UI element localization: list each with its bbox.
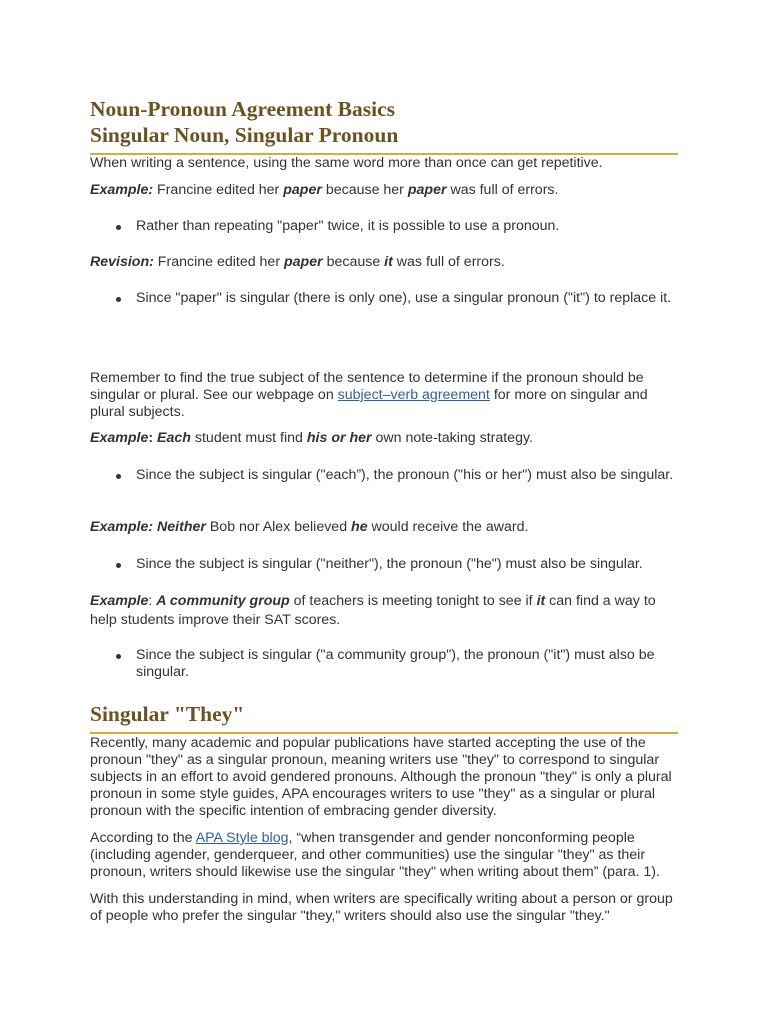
example-text: Francine edited her — [153, 254, 284, 270]
page-title — [90, 96, 690, 148]
bullet-icon — [116, 563, 121, 568]
example-text: Francine edited her — [153, 182, 284, 198]
example-text: was full of errors. — [446, 182, 559, 198]
example-text: student must find — [190, 430, 307, 446]
heading-rule-2 — [90, 732, 678, 734]
example-emphasis: paper — [283, 182, 322, 198]
example-2 — [90, 430, 680, 447]
list-item: Since "paper" is singular (there is only one), use a singular pronoun ("it") to replace it. — [136, 290, 672, 306]
paragraph-text: Remember to find the true subject of the sentence to determine if the pronoun should be singular or plural. See our webpage on — [90, 370, 644, 403]
subject-verb-agreement-link[interactable]: subject–verb agreement — [337, 387, 490, 403]
apa-style-blog-link[interactable]: APA Style blog — [195, 830, 289, 846]
revision-example — [90, 254, 680, 271]
example-3 — [90, 519, 680, 536]
paragraph-text: According to the — [90, 830, 196, 846]
example-emphasis: paper — [407, 182, 447, 198]
example-text: own note-taking strategy. — [371, 430, 533, 446]
example-colon: : — [148, 593, 157, 609]
revision-label: Revision: — [90, 254, 154, 270]
example-emphasis: A community group — [156, 593, 290, 609]
example-text: because her — [321, 182, 408, 198]
list-item: Since the subject is singular ("each”), the pronoun ("his or her") must also be singular. — [136, 467, 674, 483]
example-label: Example — [90, 593, 149, 609]
paragraph-3: With this understanding in mind, when writers are specifically writing about a person or group of people who prefer the singular "they," writers should also use the singular "they." — [90, 891, 673, 924]
example-text: Bob nor Alex believed — [205, 519, 352, 535]
title-line-2: Singular Noun, Singular Pronoun — [90, 123, 399, 147]
list-item: Since the subject is singular ("a community group"), the pronoun ("it") must also be singular. — [136, 647, 655, 680]
example-text: would receive the award. — [367, 519, 529, 535]
bullet-icon — [116, 225, 121, 230]
example-label: Example: — [90, 182, 154, 198]
title-line-1: Noun-Pronoun Agreement Basics — [90, 97, 395, 121]
example-emphasis: his or her — [306, 430, 372, 446]
bullet-icon — [116, 474, 121, 479]
example-label: Example: Neither — [90, 519, 206, 535]
remember-paragraph — [90, 370, 680, 421]
example-text: of teachers is meeting tonight to see if — [289, 593, 537, 609]
paragraph-text: , “when transgender and gender nonconforming people (including agender, genderqueer, and other communities) use the singular "they" as their pronoun, writers should likewise use the singular "they" when writing about them” (para. 1). — [90, 830, 660, 880]
section-heading-singular-they: Singular "They" — [90, 702, 245, 726]
example-emphasis: Each — [157, 430, 191, 446]
bullet-icon — [116, 297, 121, 302]
example-emphasis: he — [351, 519, 368, 535]
paragraph-1: Recently, many academic and popular publications have started accepting the use of the pronoun "they" as a singular pronoun, meaning writers use "they" to correspond to singular subjects in an effort to avoid gendered pronouns. Although the pronoun "they" is only a plural pronoun in some style guides, APA encourages writers to use "they" as a singular or plural pronoun with the specific intention of embracing gender diversity. — [90, 735, 672, 819]
bullet-icon — [116, 654, 121, 659]
example-text: can find a way to help students improve their SAT scores. — [90, 593, 656, 628]
example-text: because — [322, 254, 385, 270]
list-item: Rather than repeating "paper" twice, it is possible to use a pronoun. — [136, 218, 560, 234]
example-4 — [90, 592, 680, 630]
example-label: Example — [90, 430, 149, 446]
paragraph-2 — [90, 830, 680, 881]
intro-paragraph: When writing a sentence, using the same word more than once can get repetitive. — [90, 155, 603, 171]
example-text: was full of errors. — [392, 254, 505, 270]
example-1 — [90, 182, 680, 199]
list-item: Since the subject is singular ("neither"), the pronoun ("he") must also be singular. — [136, 556, 643, 572]
example-colon: : — [148, 430, 158, 446]
example-emphasis: it — [384, 254, 393, 270]
paragraph-text: for more on singular and plural subjects. — [90, 387, 648, 420]
example-emphasis: paper — [284, 254, 323, 270]
example-emphasis: it — [536, 593, 546, 609]
